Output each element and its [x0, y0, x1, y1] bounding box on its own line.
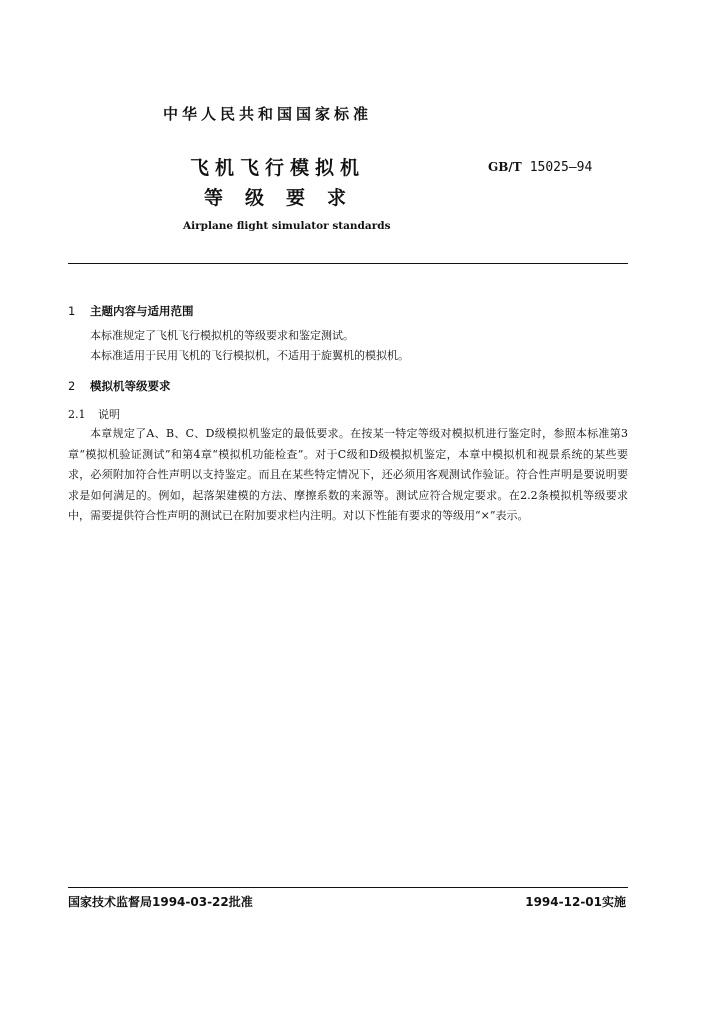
standard-code: 15025—94 — [529, 160, 593, 175]
standard-prefix: GB/T — [488, 160, 522, 174]
document-title-line1: 飞机飞行模拟机 — [190, 157, 366, 179]
section-2-title: 模拟机等级要求 — [90, 379, 171, 393]
header-divider — [68, 263, 628, 264]
section-1-title: 主题内容与适用范围 — [90, 304, 194, 318]
section-2-1-body: 本章规定了A、B、C、D级模拟机鉴定的最低要求。在按某一特定等级对模拟机进行鉴定时，参照本标准第3章“模拟机验证测试”和第4章“模拟机功能检查”。对于C级和D级模拟机鉴定，本章中模拟机和视景系统的某些要求，必须附加符合性声明以支持鉴定。而且在某些特定情况下，还必须用客观测试作验证。符合性声明是要说明要求是如何满足的。例如，起落架建模的方法、摩擦系数的来源等。测试应符合规定要求。在2.2条模拟机等级要求中，需要提供符合性声明的测试已在附加要求栏内注明。对以下性能有要求的等级用“×”表示。 — [68, 427, 628, 522]
section-1-paragraph-2: 本标准适用于民用飞机的飞行模拟机，不适用于旋翼机的模拟机。 — [90, 349, 409, 362]
section-2-1-title: 说明 — [98, 408, 120, 421]
national-standard-heading: 中华人民共和国国家标准 — [163, 105, 373, 123]
section-1-paragraph-1: 本标准规定了飞机飞行模拟机的等级要求和鉴定测试。 — [90, 329, 354, 342]
english-title: Airplane flight simulator standards — [183, 220, 391, 232]
approval-date: 国家技术监督局1994-03-22批准 — [68, 895, 253, 909]
standard-number — [488, 160, 592, 175]
implementation-date: 1994-12-01实施 — [525, 895, 626, 909]
footer-divider — [68, 887, 628, 888]
section-2-number: 2 — [68, 379, 76, 393]
section-1-heading — [68, 303, 194, 319]
section-2-heading — [68, 378, 171, 394]
section-2-1-number: 2.1 — [68, 408, 86, 421]
section-1-number: 1 — [68, 304, 76, 318]
section-2-1-heading — [68, 405, 120, 425]
document-title-line2: 等级要求 — [204, 187, 369, 209]
